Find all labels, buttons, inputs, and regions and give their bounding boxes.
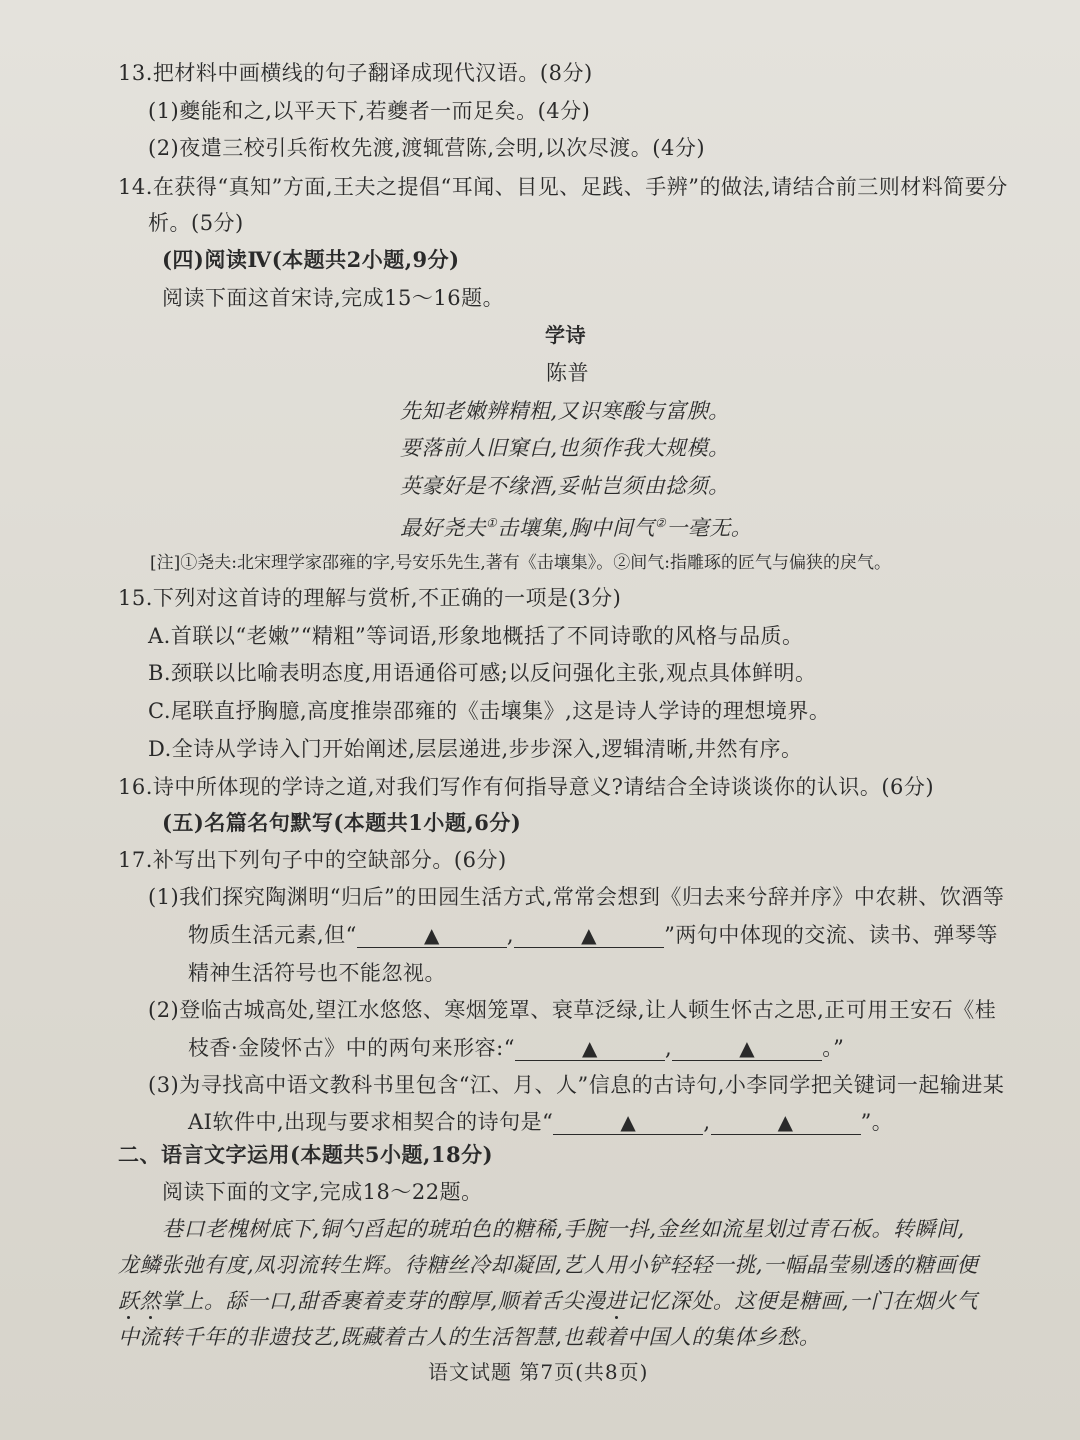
q14-line2: 析。(5分) xyxy=(148,211,244,235)
part2-heading: 二、语言文字运用(本题共5小题,18分) xyxy=(118,1142,494,1167)
poem-title: 学诗 xyxy=(545,323,586,347)
emphasis-char: 跃 xyxy=(118,1289,140,1313)
q15-option-c: C.尾联直抒胸臆,高度推崇邵雍的《击壤集》,这是诗人学诗的理想境界。 xyxy=(148,699,831,723)
answer-blank[interactable] xyxy=(515,1036,665,1061)
passage-line-3-mid: 掌上。舔一口,甜香裹着麦芽的醇厚,顺着舌尖漫 xyxy=(161,1289,606,1313)
page-footer: 语文试题 第7页(共8页) xyxy=(428,1360,649,1384)
passage-line-3-end: 记忆深处。这便是糖画,一门在烟火气 xyxy=(626,1289,979,1313)
passage-line-2: 龙鳞张弛有度,凤羽流转生辉。待糖丝冷却凝固,艺人用小铲轻轻一挑,一幅晶莹剔透的糖画便 xyxy=(118,1253,979,1277)
q17-sub2-text-after: 。” xyxy=(822,1036,845,1060)
q16-stem: 16.诗中所体现的学诗之道,对我们写作有何指导意义?请结合全诗谈谈你的认识。(6分) xyxy=(118,775,935,799)
q14-line1: 14.在获得“真知”方面,王夫之提倡“耳闻、目见、足践、手辨”的做法,请结合前三则材料简要分 xyxy=(118,175,1008,199)
q17-sub3-line1: (3)为寻找高中语文教科书里包含“江、月、人”信息的古诗句,小李同学把关键词一起输进某 xyxy=(148,1073,1005,1097)
comma: , xyxy=(703,1110,711,1134)
answer-blank[interactable] xyxy=(514,923,664,948)
emphasis-char: 进 xyxy=(605,1289,627,1313)
q17-sub1-text-after: ”两句中体现的交流、读书、弹琴等 xyxy=(664,923,998,947)
q15-stem: 15.下列对这首诗的理解与赏析,不正确的一项是(3分) xyxy=(118,586,622,610)
q15-option-d: D.全诗从学诗入门开始阐述,层层递进,步步深入,逻辑清晰,井然有序。 xyxy=(148,737,803,761)
passage-line-3 xyxy=(118,1286,978,1316)
poem-line-4-part2: 击壤集,胸中间气 xyxy=(497,516,655,540)
blank-marker-icon: ▲ xyxy=(423,923,440,947)
blank-marker-icon: ▲ xyxy=(739,1036,756,1060)
q17-sub3-text-after: ”。 xyxy=(860,1110,894,1134)
footnote-marker-1: ① xyxy=(486,516,498,530)
poem-line-4 xyxy=(400,508,752,543)
answer-blank[interactable] xyxy=(711,1110,861,1135)
q15-option-a: A.首联以“老嫩”“精粗”等词语,形象地概括了不同诗歌的风格与品质。 xyxy=(148,624,804,648)
passage-line-4: 中流转千年的非遗技艺,既藏着古人的生活智慧,也载着中国人的集体乡愁。 xyxy=(118,1325,821,1349)
part2-intro: 阅读下面的文字,完成18～22题。 xyxy=(162,1180,483,1204)
poem-note: [注]①尧夫:北宋理学家邵雍的字,号安乐先生,著有《击壤集》。②间气:指雕琢的匠气与偏狭的戾气。 xyxy=(150,553,892,573)
poem-line-3: 英豪好是不缘酒,妥帖岂须由捻须。 xyxy=(400,474,730,498)
q13-stem: 13.把材料中画横线的句子翻译成现代汉语。(8分) xyxy=(118,61,593,85)
answer-blank[interactable] xyxy=(672,1036,822,1061)
blank-marker-icon: ▲ xyxy=(582,1036,598,1060)
poem-line-2: 要落前人旧窠白,也须作我大规模。 xyxy=(400,436,730,460)
passage-line-1: 巷口老槐树底下,铜勺舀起的琥珀色的糖稀,手腕一抖,金丝如流星划过青石板。转瞬间, xyxy=(162,1217,965,1241)
answer-blank[interactable] xyxy=(357,923,507,948)
section4-heading: (四)阅读Ⅳ(本题共2小题,9分) xyxy=(162,247,460,272)
footnote-marker-2: ② xyxy=(654,516,667,530)
poem-line-4-part1: 最好尧夫 xyxy=(400,516,486,540)
q17-sub3-line2 xyxy=(188,1107,893,1137)
q17-sub2-text-before: 枝香·金陵怀古》中的两句来形容:“ xyxy=(188,1036,515,1060)
comma: , xyxy=(665,1036,673,1060)
emphasis-char: 然 xyxy=(139,1289,161,1313)
q13-sub2: (2)夜遣三校引兵衔枚先渡,渡辄营陈,会明,以次尽渡。(4分) xyxy=(148,136,706,160)
poem-line-4-part3: 一毫无。 xyxy=(666,516,753,540)
q17-sub2-line1: (2)登临古城高处,望江水悠悠、寒烟笼罩、衰草泛绿,让人顿生怀古之思,正可用王安石《桂 xyxy=(148,998,997,1022)
blank-marker-icon: ▲ xyxy=(777,1110,794,1134)
section4-intro: 阅读下面这首宋诗,完成15～16题。 xyxy=(162,286,505,310)
comma: , xyxy=(506,923,515,947)
q15-option-b: B.颈联以比喻表明态度,用语通俗可感;以反问强化主张,观点具体鲜明。 xyxy=(148,661,817,685)
blank-marker-icon: ▲ xyxy=(581,923,598,947)
q17-stem: 17.补写出下列句子中的空缺部分。(6分) xyxy=(118,848,507,872)
poem-author: 陈普 xyxy=(546,361,589,385)
q17-sub2-line2 xyxy=(188,1033,844,1063)
poem-line-1: 先知老嫩辨精粗,又识寒酸与富腴。 xyxy=(400,399,730,423)
q17-sub3-text-before: AI软件中,出现与要求相契合的诗句是“ xyxy=(188,1110,554,1134)
q17-sub1-text-before: 物质生活元素,但“ xyxy=(188,923,357,947)
q13-sub1: (1)夔能和之,以平天下,若夔者一而足矣。(4分) xyxy=(148,99,591,123)
q17-sub1-line3: 精神生活符号也不能忽视。 xyxy=(188,961,446,985)
blank-marker-icon: ▲ xyxy=(620,1110,637,1134)
answer-blank[interactable] xyxy=(553,1110,703,1135)
q17-sub1-line1: (1)我们探究陶渊明“归后”的田园生活方式,常常会想到《归去来兮辞并序》中农耕、饮酒等 xyxy=(148,885,1005,909)
q17-sub1-line2 xyxy=(188,920,998,950)
section5-heading: (五)名篇名句默写(本题共1小题,6分) xyxy=(162,810,522,835)
